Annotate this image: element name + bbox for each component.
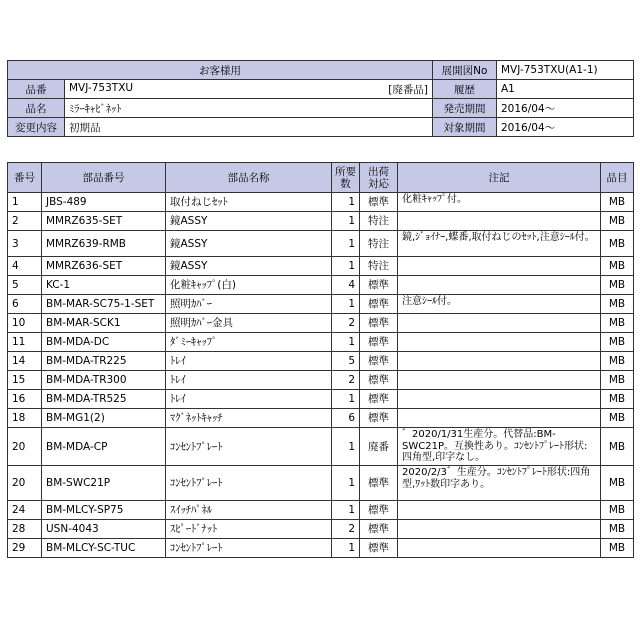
row-shipping: 標準 [360, 314, 398, 333]
row-part-number: BM-MAR-SCK1 [42, 314, 166, 333]
row-part-name: 鏡ASSY [166, 257, 332, 276]
row-shipping: 標準 [360, 501, 398, 520]
row-note [398, 390, 601, 409]
history-value: A1 [497, 80, 634, 99]
row-category: MB [601, 333, 634, 352]
row-note: 2020/2/3゛生産分。ｺﾝｾﾝﾄﾌﾟﾚｰﾄ形状:四角型,ﾜｯﾄ数印字あり。 [398, 466, 601, 501]
row-number: 5 [8, 276, 42, 295]
row-part-number: MMRZ636-SET [42, 257, 166, 276]
history-label: 履歴 [433, 80, 497, 99]
table-row [8, 466, 634, 501]
row-note [398, 333, 601, 352]
row-part-name: ﾏｸﾞﾈｯﾄｷｬｯﾁ [166, 409, 332, 428]
release-period-label: 発売期間 [433, 99, 497, 118]
row-note [398, 520, 601, 539]
row-part-number: BM-MLCY-SC-TUC [42, 539, 166, 558]
row-shipping: 特注 [360, 257, 398, 276]
diagram-no-label: 展開図No [433, 61, 497, 80]
row-number: 24 [8, 501, 42, 520]
row-part-number: BM-MDA-TR300 [42, 371, 166, 390]
row-part-name: ﾄﾚｲ [166, 390, 332, 409]
row-category: MB [601, 212, 634, 231]
row-part-name: 鏡ASSY [166, 231, 332, 257]
table-row [8, 333, 634, 352]
row-note [398, 539, 601, 558]
row-shipping: 標準 [360, 371, 398, 390]
row-shipping: 標準 [360, 352, 398, 371]
ship-header-text: 出荷対応 [368, 165, 389, 190]
discontinued-badge: [廃番品] [388, 83, 428, 96]
customer-header: お客様用 [8, 61, 433, 80]
row-note: ゛2020/1/31生産分。代替品:BM-SWC21P。互換性あり。ｺﾝｾﾝﾄﾌﾟﾚｰﾄ形状:四角型,印字なし。 [398, 428, 601, 466]
table-row [8, 409, 634, 428]
row-note: 化粧ｷｬｯﾌﾟ付。 [398, 193, 601, 212]
row-part-name: 照明ｶﾊﾞｰ [166, 295, 332, 314]
table-row [8, 276, 634, 295]
row-note: 鏡,ｼﾞｮｲﾅｰ,蝶番,取付ねじのｾｯﾄ,注意ｼｰﾙ付。 [398, 231, 601, 257]
table-row [8, 295, 634, 314]
row-shipping: 標準 [360, 409, 398, 428]
row-part-number: BM-MLCY-SP75 [42, 501, 166, 520]
row-number: 6 [8, 295, 42, 314]
row-number: 1 [8, 193, 42, 212]
row-category: MB [601, 231, 634, 257]
row-category: MB [601, 352, 634, 371]
row-quantity: 1 [332, 501, 360, 520]
row-part-name: 照明ｶﾊﾞｰ金具 [166, 314, 332, 333]
row-note [398, 212, 601, 231]
parts-table-body [8, 193, 634, 558]
row-number: 18 [8, 409, 42, 428]
row-part-number: KC-1 [42, 276, 166, 295]
qty-header-text: 所要数 [335, 165, 356, 190]
col-header-no: 番号 [8, 163, 42, 193]
release-period-value: 2016/04～ [497, 99, 634, 118]
row-note: 注意ｼｰﾙ付。 [398, 295, 601, 314]
row-category: MB [601, 501, 634, 520]
row-number: 14 [8, 352, 42, 371]
table-row [8, 501, 634, 520]
row-number: 20 [8, 428, 42, 466]
row-part-name: ﾄﾚｲ [166, 371, 332, 390]
row-quantity: 2 [332, 520, 360, 539]
table-row [8, 539, 634, 558]
row-part-name: 取付ねじｾｯﾄ [166, 193, 332, 212]
row-number: 28 [8, 520, 42, 539]
row-quantity: 1 [332, 333, 360, 352]
row-quantity: 4 [332, 276, 360, 295]
row-quantity: 1 [332, 231, 360, 257]
part-no-label: 品番 [8, 80, 65, 99]
table-row [8, 231, 634, 257]
table-row [8, 193, 634, 212]
row-number: 2 [8, 212, 42, 231]
table-row [8, 428, 634, 466]
target-period-value: 2016/04～ [497, 118, 634, 137]
row-category: MB [601, 520, 634, 539]
row-category: MB [601, 466, 634, 501]
row-quantity: 6 [332, 409, 360, 428]
row-category: MB [601, 276, 634, 295]
row-category: MB [601, 428, 634, 466]
change-label: 変更内容 [8, 118, 65, 137]
row-part-name: ｽｲｯﾁﾊﾟﾈﾙ [166, 501, 332, 520]
row-part-number: BM-MDA-TR225 [42, 352, 166, 371]
row-quantity: 2 [332, 371, 360, 390]
row-quantity: 2 [332, 314, 360, 333]
row-category: MB [601, 257, 634, 276]
row-shipping: 標準 [360, 390, 398, 409]
row-note [398, 371, 601, 390]
row-part-number: USN-4043 [42, 520, 166, 539]
row-category: MB [601, 390, 634, 409]
row-part-name: ｺﾝｾﾝﾄﾌﾟﾚｰﾄ [166, 539, 332, 558]
row-shipping: 標準 [360, 333, 398, 352]
row-category: MB [601, 193, 634, 212]
col-header-note: 注記 [398, 163, 601, 193]
row-shipping: 標準 [360, 520, 398, 539]
row-quantity: 1 [332, 212, 360, 231]
diagram-no-value: MVJ-753TXU(A1-1) [497, 61, 634, 80]
row-quantity: 5 [332, 352, 360, 371]
row-category: MB [601, 371, 634, 390]
row-note [398, 501, 601, 520]
row-part-number: BM-MAR-SC75-1-SET [42, 295, 166, 314]
row-number: 16 [8, 390, 42, 409]
row-part-number: BM-SWC21P [42, 466, 166, 501]
row-quantity: 1 [332, 466, 360, 501]
row-quantity: 1 [332, 539, 360, 558]
row-number: 29 [8, 539, 42, 558]
row-part-name: ｺﾝｾﾝﾄﾌﾟﾚｰﾄ [166, 466, 332, 501]
row-note [398, 352, 601, 371]
row-number: 15 [8, 371, 42, 390]
change-value: 初期品 [65, 118, 433, 137]
part-no-cell [65, 80, 433, 99]
row-part-number: BM-MG1(2) [42, 409, 166, 428]
table-row [8, 520, 634, 539]
row-quantity: 1 [332, 257, 360, 276]
product-name-label: 品名 [8, 99, 65, 118]
row-part-name: 化粧ｷｬｯﾌﾟ(白) [166, 276, 332, 295]
table-row [8, 390, 634, 409]
row-shipping: 特注 [360, 231, 398, 257]
row-quantity: 1 [332, 193, 360, 212]
row-note [398, 276, 601, 295]
row-part-name: ｺﾝｾﾝﾄﾌﾟﾚｰﾄ [166, 428, 332, 466]
parts-table [7, 162, 634, 558]
row-quantity: 1 [332, 390, 360, 409]
row-quantity: 1 [332, 295, 360, 314]
table-row [8, 352, 634, 371]
row-category: MB [601, 314, 634, 333]
row-part-number: BM-MDA-DC [42, 333, 166, 352]
row-part-number: MMRZ639-RMB [42, 231, 166, 257]
row-shipping: 標準 [360, 466, 398, 501]
col-header-part-no: 部品番号 [42, 163, 166, 193]
row-number: 11 [8, 333, 42, 352]
row-part-name: ｽﾋﾟｰﾄﾞﾅｯﾄ [166, 520, 332, 539]
product-info-table [7, 60, 634, 137]
row-shipping: 特注 [360, 212, 398, 231]
col-header-ship [360, 163, 398, 193]
table-row [8, 314, 634, 333]
row-note [398, 409, 601, 428]
row-number: 4 [8, 257, 42, 276]
row-part-name: ﾀﾞﾐｰｷｬｯﾌﾟ [166, 333, 332, 352]
row-shipping: 標準 [360, 539, 398, 558]
target-period-label: 対象期間 [433, 118, 497, 137]
row-part-number: BM-MDA-CP [42, 428, 166, 466]
row-part-number: BM-MDA-TR525 [42, 390, 166, 409]
row-part-name: ﾄﾚｲ [166, 352, 332, 371]
col-header-qty [332, 163, 360, 193]
row-number: 10 [8, 314, 42, 333]
row-category: MB [601, 539, 634, 558]
row-note [398, 257, 601, 276]
table-row [8, 257, 634, 276]
row-shipping: 標準 [360, 276, 398, 295]
row-number: 3 [8, 231, 42, 257]
row-part-name: 鏡ASSY [166, 212, 332, 231]
row-shipping: 標準 [360, 193, 398, 212]
row-part-number: JBS-489 [42, 193, 166, 212]
row-quantity: 1 [332, 428, 360, 466]
row-number: 20 [8, 466, 42, 501]
row-shipping: 標準 [360, 295, 398, 314]
row-category: MB [601, 409, 634, 428]
table-row [8, 371, 634, 390]
part-no-value: MVJ-753TXU [69, 81, 134, 94]
product-name-value: ﾐﾗｰｷｬﾋﾞﾈｯﾄ [65, 99, 433, 118]
table-row [8, 212, 634, 231]
row-category: MB [601, 295, 634, 314]
row-part-number: MMRZ635-SET [42, 212, 166, 231]
col-header-category: 品目 [601, 163, 634, 193]
col-header-part-name: 部品名称 [166, 163, 332, 193]
row-note [398, 314, 601, 333]
row-shipping: 廃番 [360, 428, 398, 466]
